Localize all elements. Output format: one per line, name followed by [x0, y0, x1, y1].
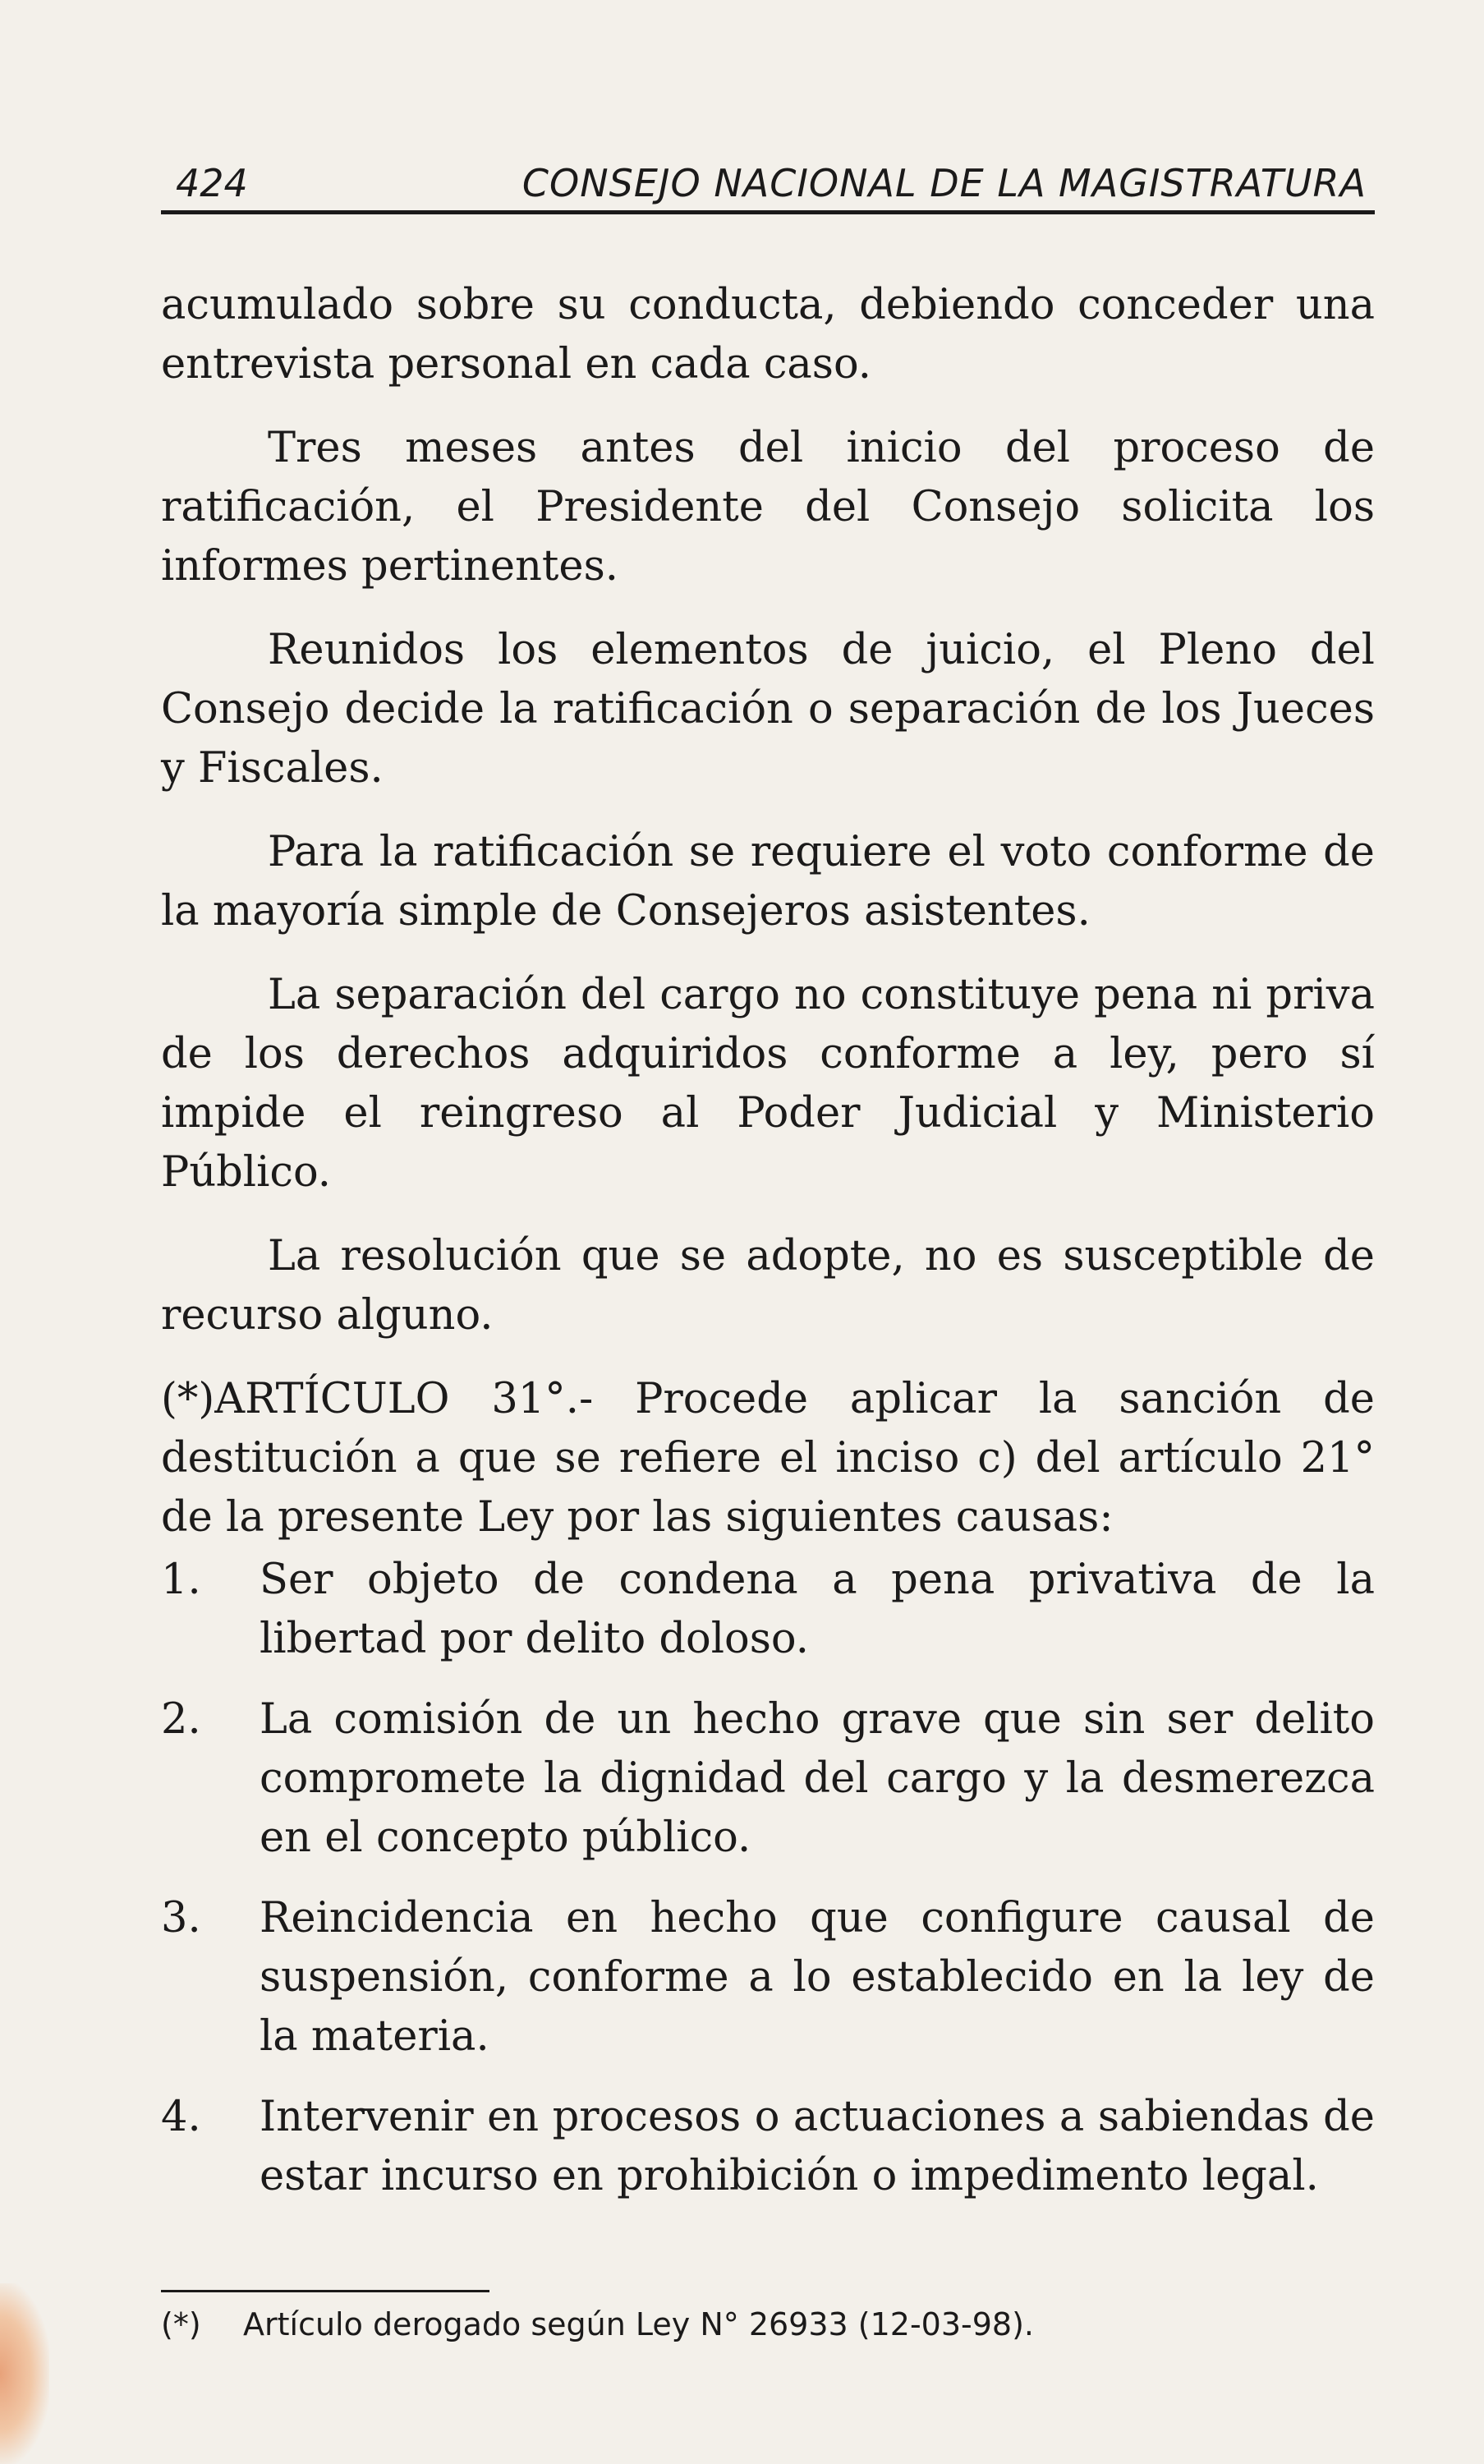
- list-item-number: 3.: [161, 1894, 201, 1942]
- list-item: [161, 1690, 1375, 1868]
- list-item: [161, 2088, 1375, 2206]
- body-text: [161, 276, 1375, 2227]
- page-number: 424: [176, 161, 248, 205]
- page-header: [161, 153, 1375, 218]
- footnote-rule: [161, 2290, 489, 2292]
- paragraph: Tres meses antes del inicio del proceso de ratificación, el Presidente del Consejo solicita los informes pertinentes.: [161, 424, 1375, 591]
- list-item-text: La comisión de un hecho grave que sin ser delito compromete la dignidad del cargo y la desmerezca en el concepto público.: [260, 1695, 1375, 1862]
- footnote-mark: (*): [161, 2306, 201, 2342]
- list-item-text: Ser objeto de condena a pena privativa de la libertad por delito doloso.: [260, 1556, 1375, 1663]
- paragraph: Reunidos los elementos de juicio, el Pleno del Consejo decide la ratificación o separación de los Jueces y Fiscales.: [161, 626, 1375, 793]
- list-item-text: Reincidencia en hecho que configure causal de suspensión, conforme a lo establecido en la ley de la materia.: [260, 1894, 1375, 2061]
- list-item: [161, 1889, 1375, 2066]
- list-item-number: 4.: [161, 2093, 201, 2141]
- footnote-text: Artículo derogado según Ley N° 26933 (12-03-98).: [243, 2306, 1035, 2342]
- book-page: [161, 153, 1375, 2370]
- header-rule: [161, 210, 1375, 214]
- list-item-number: 1.: [161, 1556, 201, 1604]
- page-edge-stain: [0, 2283, 49, 2464]
- paragraph-continuation: acumulado sobre su conducta, debiendo conceder una entrevista personal en cada caso.: [161, 281, 1375, 388]
- running-title: CONSEJO NACIONAL DE LA MAGISTRATURA: [521, 161, 1367, 205]
- causes-list: [161, 1551, 1375, 2206]
- paragraph: Para la ratificación se requiere el voto conforme de la mayoría simple de Consejeros asistentes.: [161, 828, 1375, 935]
- list-item: [161, 1551, 1375, 1669]
- list-item-text: Intervenir en procesos o actuaciones a sabiendas de estar incurso en prohibición o impedimento legal.: [260, 2093, 1375, 2200]
- footnote: [161, 2305, 1034, 2344]
- paragraph: La resolución que se adopte, no es susceptible de recurso alguno.: [161, 1232, 1375, 1340]
- paragraph: La separación del cargo no constituye pena ni priva de los derechos adquiridos conforme a ley, pero sí impide el reingreso al Poder Judicial y Ministerio Público.: [161, 971, 1375, 1197]
- article-31-intro: (*)ARTÍCULO 31°.- Procede aplicar la sanción de destitución a que se refiere el inciso c) del artículo 21° de la presente Ley por las siguientes causas:: [161, 1375, 1375, 1542]
- list-item-number: 2.: [161, 1695, 201, 1744]
